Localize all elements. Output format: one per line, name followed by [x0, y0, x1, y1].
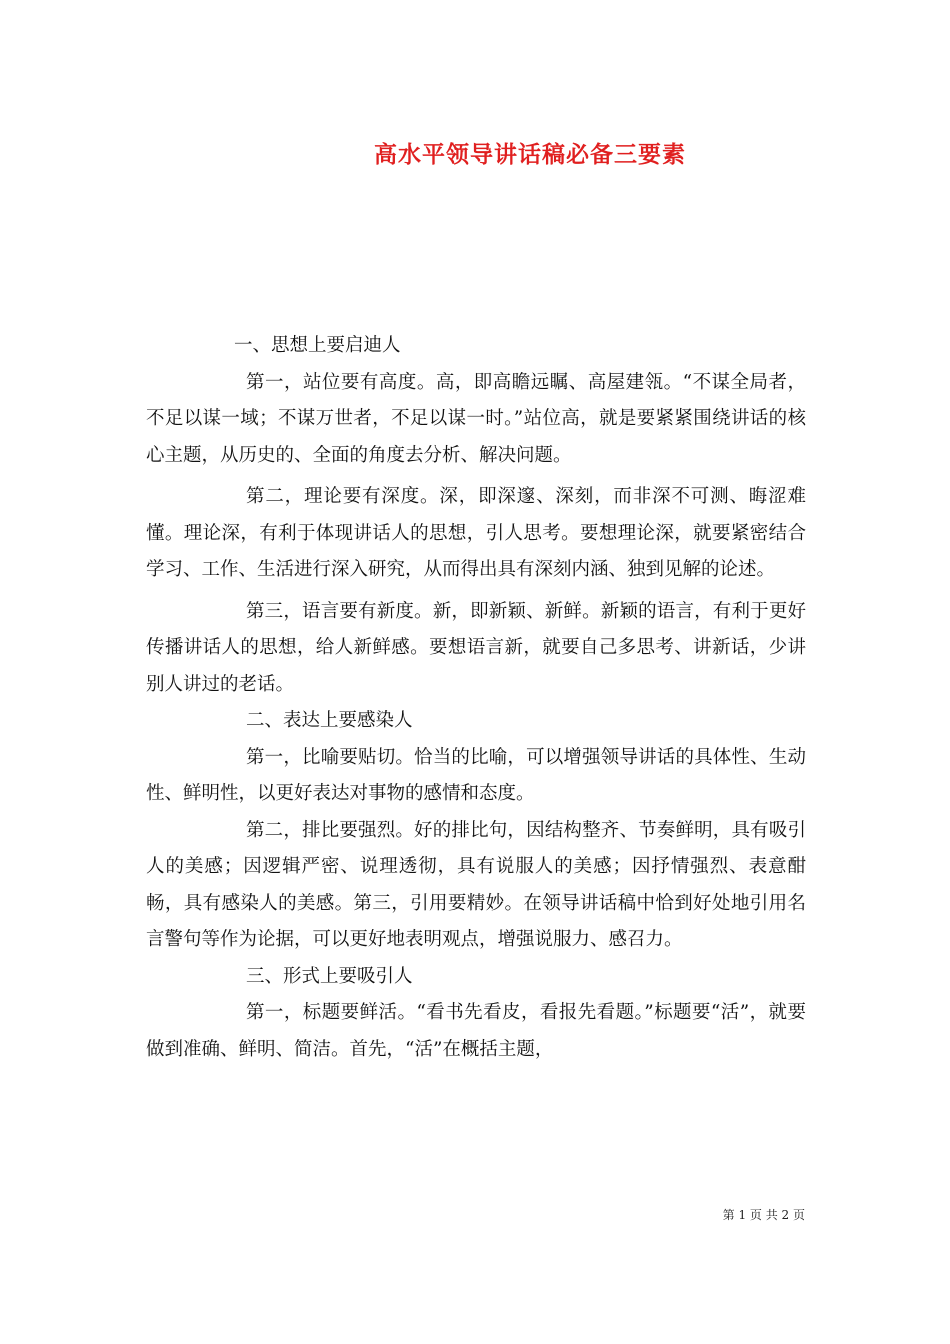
paragraph-1: 第一，站位要有高度。高，即高瞻远瞩、高屋建瓴。“不谋全局者，不足以谋一域；不谋万世者，不足以谋一时。”站位高，就是要紧紧围绕讲话的核心主题，从历史的、全面的角度去分析、解决问题。	[146, 371, 806, 466]
paragraph-3: 第三，语言要有新度。新，即新颖、新鲜。新颖的语言，有利于更好传播讲话人的思想，给人新鲜感。要想语言新，就要自己多思考、讲新话，少讲别人讲过的老话。	[146, 600, 806, 695]
section-heading-1: 一、思想上要启迪人	[234, 335, 401, 356]
document-body	[146, 328, 806, 1068]
paragraph-5: 第二，排比要强烈。好的排比句，因结构整齐、节奏鲜明，具有吸引人的美感；因逻辑严密、说理透彻，具有说服人的美感；因抒情强烈、表意酣畅，具有感染人的美感。第三，引用要精妙。在领导讲话稿中恰到好处地引用名言警句等作为论据，可以更好地表明观点，增强说服力、感召力。	[146, 819, 806, 950]
document-title: 高水平领导讲话稿必备三要素	[374, 141, 686, 168]
section-heading-2: 二、表达上要感染人	[246, 710, 413, 731]
paragraph-4: 第一，比喻要贴切。恰当的比喻，可以增强领导讲话的具体性、生动性、鲜明性，以更好表达对事物的感情和态度。	[146, 746, 806, 804]
paragraph-2: 第二，理论要有深度。深，即深邃、深刻，而非深不可测、晦涩难懂。理论深，有利于体现讲话人的思想，引人思考。要想理论深，就要紧密结合学习、工作、生活进行深入研究，从而得出具有深刻内涵、独到见解的论述。	[146, 486, 806, 580]
section-heading-3: 三、形式上要吸引人	[246, 965, 413, 987]
page-number: 第 1 页 共 2 页	[722, 1208, 805, 1222]
paragraph-6: 第一，标题要鲜活。“看书先看皮，看报先看题。”标题要“活”，就要做到准确、鲜明、简洁。首先，“活”在概括主题，	[146, 1002, 806, 1060]
